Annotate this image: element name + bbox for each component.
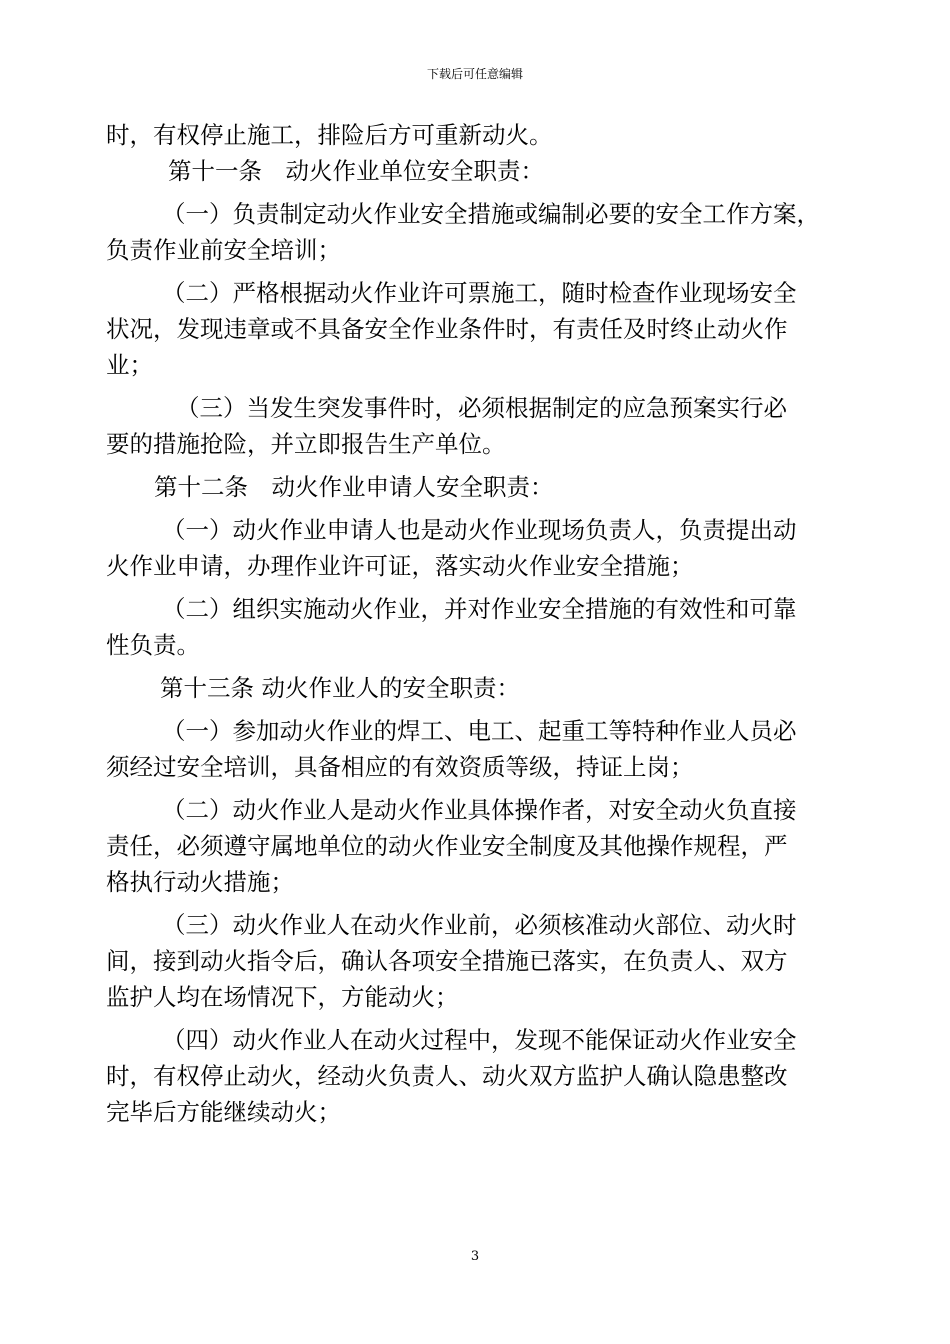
page-header: 下载后可任意编辑 [426,67,523,81]
text-line: 监护人均在场情况下，方能动火； [106,983,459,1011]
text-line: 间，接到动火指令后，确认各项安全措施已落实，在负责人、双方 [106,947,788,975]
text-line: 要的措施抢险，并立即报告生产单位。 [106,430,506,458]
text-line: 格执行动火措施； [106,868,294,896]
text-line: 须经过安全培训，具备相应的有效资质等级，持证上岗； [106,753,694,781]
text-line: （三）动火作业人在动火作业前，必须核准动火部位、动火时 [162,911,797,939]
text-line: 状况，发现违章或不具备安全作业条件时，有责任及时终止动火作 [106,315,788,343]
page-number: 3 [470,1249,480,1264]
text-line: （二）组织实施动火作业，并对作业安全措施的有效性和可靠 [162,595,797,623]
article-heading: 第十一条 动火作业单位安全职责： [168,157,544,185]
text-line: （四）动火作业人在动火过程中，发现不能保证动火作业安全 [162,1026,797,1054]
document-body [106,117,850,1130]
text-line: （二）动火作业人是动火作业具体操作者，对安全动火负直接 [162,796,797,824]
article-heading: 第十二条 动火作业申请人安全职责： [154,473,554,501]
article-heading: 第十三条 动火作业人的安全职责： [160,674,520,702]
text-line: 性负责。 [106,631,200,659]
text-line: 完毕后方能继续动火； [106,1098,341,1126]
text-line: （一）动火作业申请人也是动火作业现场负责人，负责提出动 [162,516,797,544]
text-line: 负责作业前安全培训； [106,236,341,264]
text-line: 时，有权停止施工，排险后方可重新动火。 [106,121,553,149]
text-line: 责任，必须遵守属地单位的动火作业安全制度及其他操作规程，严 [106,832,788,860]
text-line: （一）参加动火作业的焊工、电工、起重工等特种作业人员必 [162,717,797,745]
text-line: （三）当发生突发事件时，必须根据制定的应急预案实行必 [176,394,787,422]
text-line: 火作业申请，办理作业许可证，落实动火作业安全措施； [106,552,694,580]
text-line: 业； [106,351,153,379]
text-line: （二）严格根据动火作业许可票施工，随时检查作业现场安全 [162,279,797,307]
text-line: 时，有权停止动火，经动火负责人、动火双方监护人确认隐患整改 [106,1062,788,1090]
text-line: （一）负责制定动火作业安全措施或编制必要的安全工作方案， [162,200,820,228]
